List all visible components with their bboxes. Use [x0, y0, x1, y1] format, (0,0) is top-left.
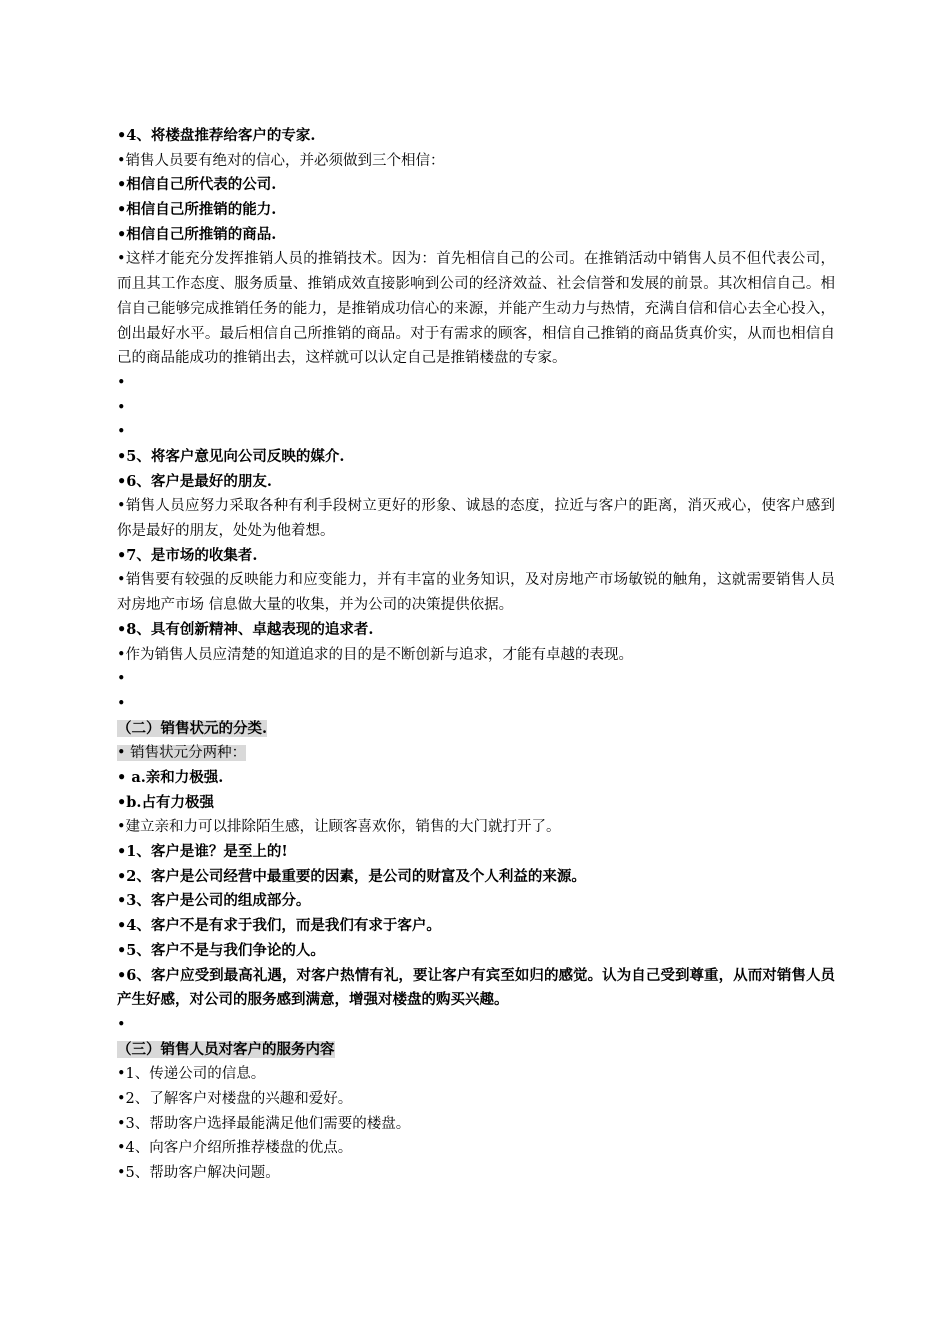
text-line — [117, 1161, 835, 1186]
line-text: •5、将客户意见向公司反映的媒介. — [117, 448, 345, 466]
line-text: •销售人员要有绝对的信心，并必须做到三个相信： — [117, 152, 445, 169]
line-text: •1、传递公司的信息。 — [117, 1066, 266, 1083]
line-text: •b.占有力极强 — [117, 793, 214, 811]
text-line — [117, 766, 835, 791]
line-text: •1、客户是谁？是至上的! — [117, 843, 288, 861]
paragraph — [117, 964, 835, 1013]
line-text: •3、帮助客户选择最能满足他们需要的楼盘。 — [117, 1115, 411, 1132]
text-line — [117, 1112, 835, 1137]
text-line — [117, 124, 835, 149]
line-text: • — [117, 374, 126, 391]
paragraph — [117, 494, 835, 543]
line-text: （二）销售状元的分类. — [117, 719, 268, 737]
section-heading — [117, 1038, 835, 1063]
text-line — [117, 1087, 835, 1112]
line-text: •销售人员应努力采取各种有利手段树立更好的形象、诚恳的态度，拉近与客户的距离，消灭戒心，使客户感到你是最好的朋友，处处为他着想。 — [117, 498, 835, 540]
line-text: •2、了解客户对楼盘的兴趣和爱好。 — [117, 1090, 353, 1107]
text-line — [117, 371, 835, 396]
line-text: •相信自己所代表的公司. — [117, 176, 277, 194]
line-text: •相信自己所推销的能力. — [117, 201, 277, 219]
text-line — [117, 815, 835, 840]
line-text: •销售要有较强的反映能力和应变能力，并有丰富的业务知识，及对房地产市场敏锐的触角，这就需要销售人员对房地产市场 信息做大量的收集，并为公司的决策提供依据。 — [117, 572, 835, 614]
text-line — [117, 470, 835, 495]
line-text: • — [117, 399, 126, 416]
line-text: （三）销售人员对客户的服务内容 — [117, 1040, 335, 1058]
text-line — [117, 643, 835, 668]
text-line — [117, 840, 835, 865]
line-text: •5、帮助客户解决问题。 — [117, 1165, 280, 1182]
line-text: •4、向客户介绍所推荐楼盘的优点。 — [117, 1140, 353, 1157]
line-text: •4、将楼盘推荐给客户的专家. — [117, 127, 316, 144]
text-line — [117, 1062, 835, 1087]
text-line — [117, 618, 835, 643]
document-body — [117, 124, 835, 1186]
text-line — [117, 445, 835, 470]
line-text: • — [117, 695, 126, 712]
line-text: •4、客户不是有求于我们，而是我们有求于客户。 — [117, 917, 441, 935]
line-text: •这样才能充分发挥推销人员的推销技术。因为：首先相信自己的公司。在推销活动中销售人员不但代表公司，而且其工作态度、服务质量、推销成效直接影响到公司的经济效益、社会信誉和发展的前景。其次相信自己。相信自己能够完成推销任务的能力，是推销成功信心的来源，并能产生动力与热情，充满自信和信心去全心投入，创出最好水平。最后相信自己所推销的商品。对于有需求的顾客，相信自己推销的商品货真价实，从而也相信自己的商品能成功的推销出去，这样就可以认定自己是推销楼盘的专家。 — [117, 251, 835, 367]
text-line — [117, 939, 835, 964]
line-text: • a.亲和力极强. — [117, 769, 224, 787]
text-line — [117, 889, 835, 914]
text-line — [117, 1013, 835, 1038]
line-text: • — [117, 424, 126, 441]
text-line — [117, 198, 835, 223]
paragraph — [117, 568, 835, 617]
text-line — [117, 791, 835, 816]
line-text: •相信自己所推销的商品. — [117, 225, 277, 243]
line-text: •2、客户是公司经营中最重要的因素，是公司的财富及个人利益的来源。 — [117, 867, 586, 885]
line-text: •5、客户不是与我们争论的人。 — [117, 941, 325, 959]
text-line — [117, 1136, 835, 1161]
line-text: •6、客户应受到最高礼遇，对客户热情有礼，要让客户有宾至如归的感觉。认为自己受到尊重，从而对销售人员产生好感，对公司的服务感到满意，增强对楼盘的购买兴趣。 — [117, 966, 835, 1009]
section-heading — [117, 741, 835, 766]
text-line — [117, 420, 835, 445]
text-line — [117, 396, 835, 421]
line-text: • — [117, 671, 126, 688]
line-text: •作为销售人员应清楚的知道追求的目的是不断创新与追求，才能有卓越的表现。 — [117, 646, 634, 663]
line-text: •8、具有创新精神、卓越表现的追求者. — [117, 620, 374, 638]
paragraph — [117, 247, 835, 371]
text-line — [117, 149, 835, 174]
text-line — [117, 667, 835, 692]
line-text: • 销售状元分两种： — [117, 745, 247, 762]
line-text: •7、是市场的收集者. — [117, 546, 258, 564]
line-text: • — [117, 1016, 126, 1033]
text-line — [117, 914, 835, 939]
line-text: •3、客户是公司的组成部分。 — [117, 892, 311, 910]
line-text: •6、客户是最好的朋友. — [117, 472, 272, 490]
text-line — [117, 865, 835, 890]
text-line — [117, 173, 835, 198]
text-line — [117, 223, 835, 248]
section-heading — [117, 717, 835, 742]
text-line — [117, 544, 835, 569]
line-text: •建立亲和力可以排除陌生感，让顾客喜欢你，销售的大门就打开了。 — [117, 819, 561, 836]
text-line — [117, 692, 835, 717]
